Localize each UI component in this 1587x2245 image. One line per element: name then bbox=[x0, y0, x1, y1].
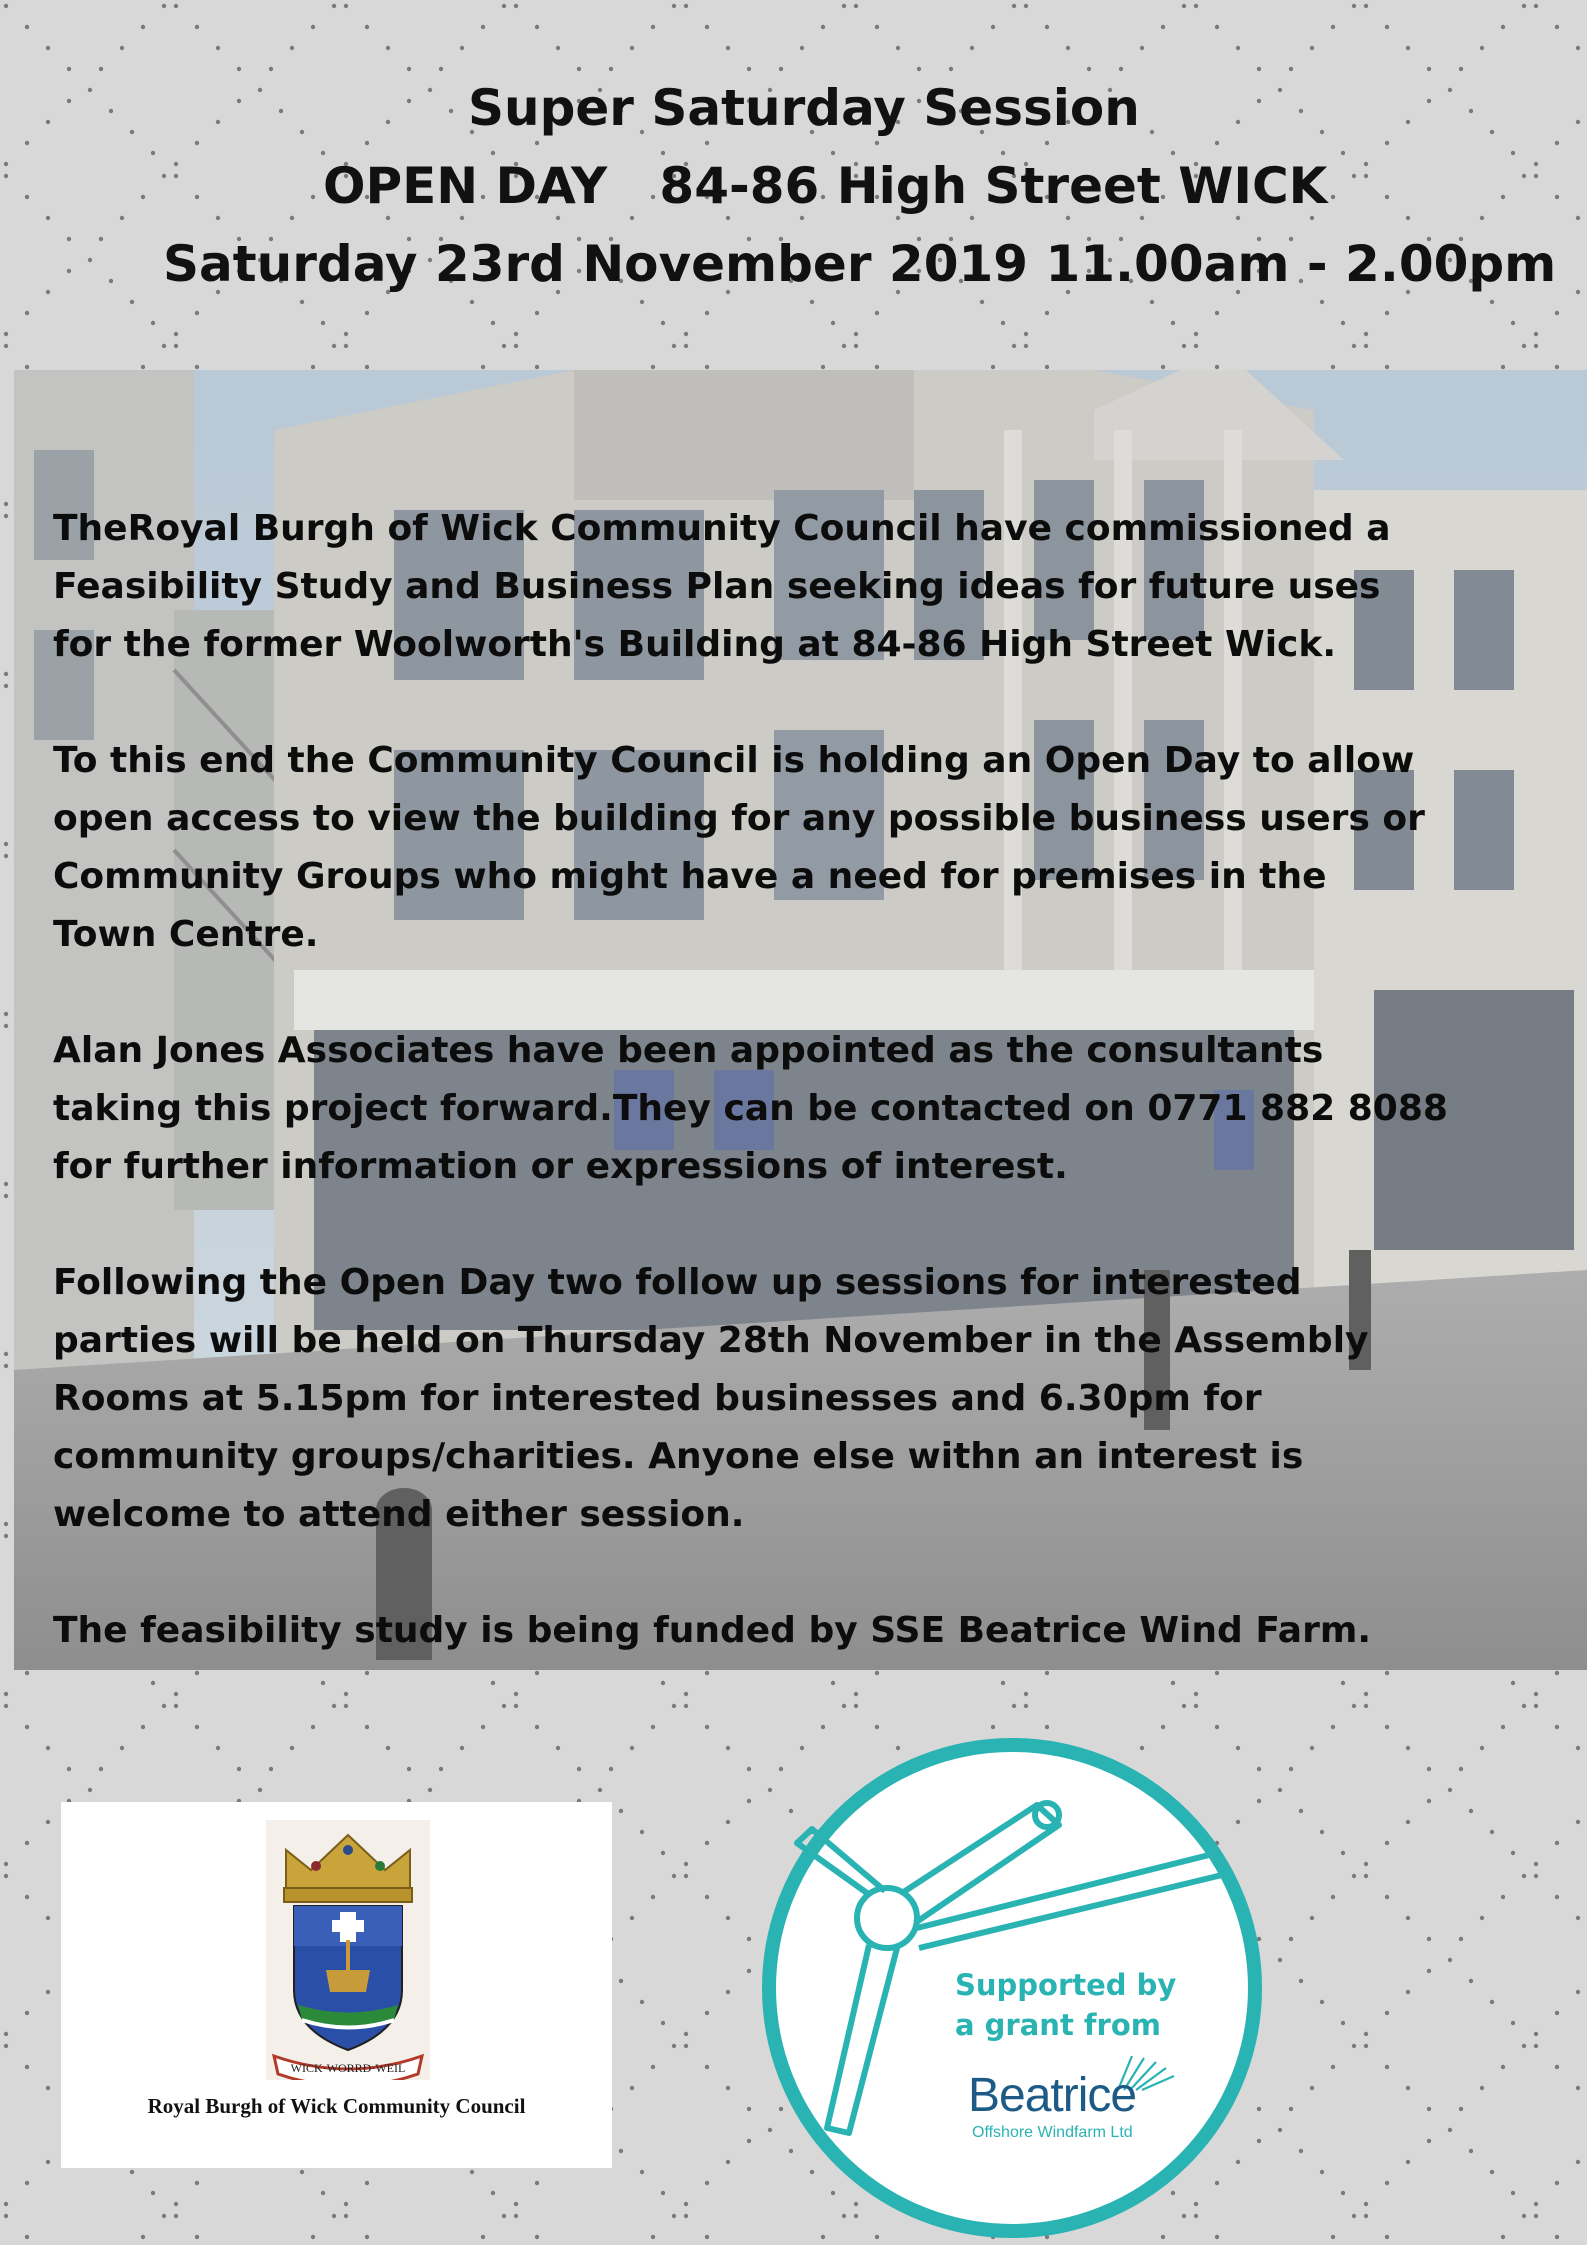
grant-line-1: Supported by bbox=[955, 1968, 1177, 2002]
paragraph-consultants: Alan Jones Associates have been appointed as the consultants taking this project forward.They can be contacted on 0771 882 8088 for further information or expressions of interest. bbox=[53, 1030, 1448, 1187]
beatrice-brand-subtitle: Offshore Windfarm Ltd bbox=[972, 2124, 1133, 2141]
council-motto: WICK·WORRD·WEIL bbox=[290, 2061, 406, 2075]
paragraph-commission: TheRoyal Burgh of Wick Community Council have commissioned a Feasibility Study and Business Plan seeking ideas for future uses for the former Woolworth's Building at 84-86 High Street Wick. bbox=[53, 508, 1391, 665]
title-line-1: Super Saturday Session bbox=[468, 79, 1140, 137]
paragraph-open-day: To this end the Community Council is holding an Open Day to allow open access to view the building for any possible business users or Community Groups who might have a need for premises in the Town Centre. bbox=[53, 740, 1425, 955]
announcement-body bbox=[53, 500, 1573, 1718]
beatrice-brand-name: Beatrice bbox=[968, 2069, 1137, 2122]
title-line-2: OPEN DAY 84-86 High Street WICK bbox=[323, 157, 1328, 215]
paragraph-follow-up: Following the Open Day two follow up sessions for interested parties will be held on Thursday 28th November in the Assembly Rooms at 5.15pm for interested businesses and 6.30pm for community groups/charities. Anyone else withn an interest is welcome to attend either session. bbox=[53, 1262, 1369, 1535]
grant-statement bbox=[955, 1965, 1255, 2045]
title-line-3: Saturday 23rd November 2019 11.00am - 2.00pm bbox=[163, 235, 1557, 293]
council-caption: Royal Burgh of Wick Community Council bbox=[147, 2094, 526, 2118]
council-crest-icon bbox=[266, 1820, 430, 2080]
council-logo-card bbox=[61, 1802, 612, 2168]
paragraph-funding: The feasibility study is being funded by SSE Beatrice Wind Farm. bbox=[53, 1610, 1372, 1651]
grant-line-2: a grant from bbox=[955, 2008, 1161, 2042]
